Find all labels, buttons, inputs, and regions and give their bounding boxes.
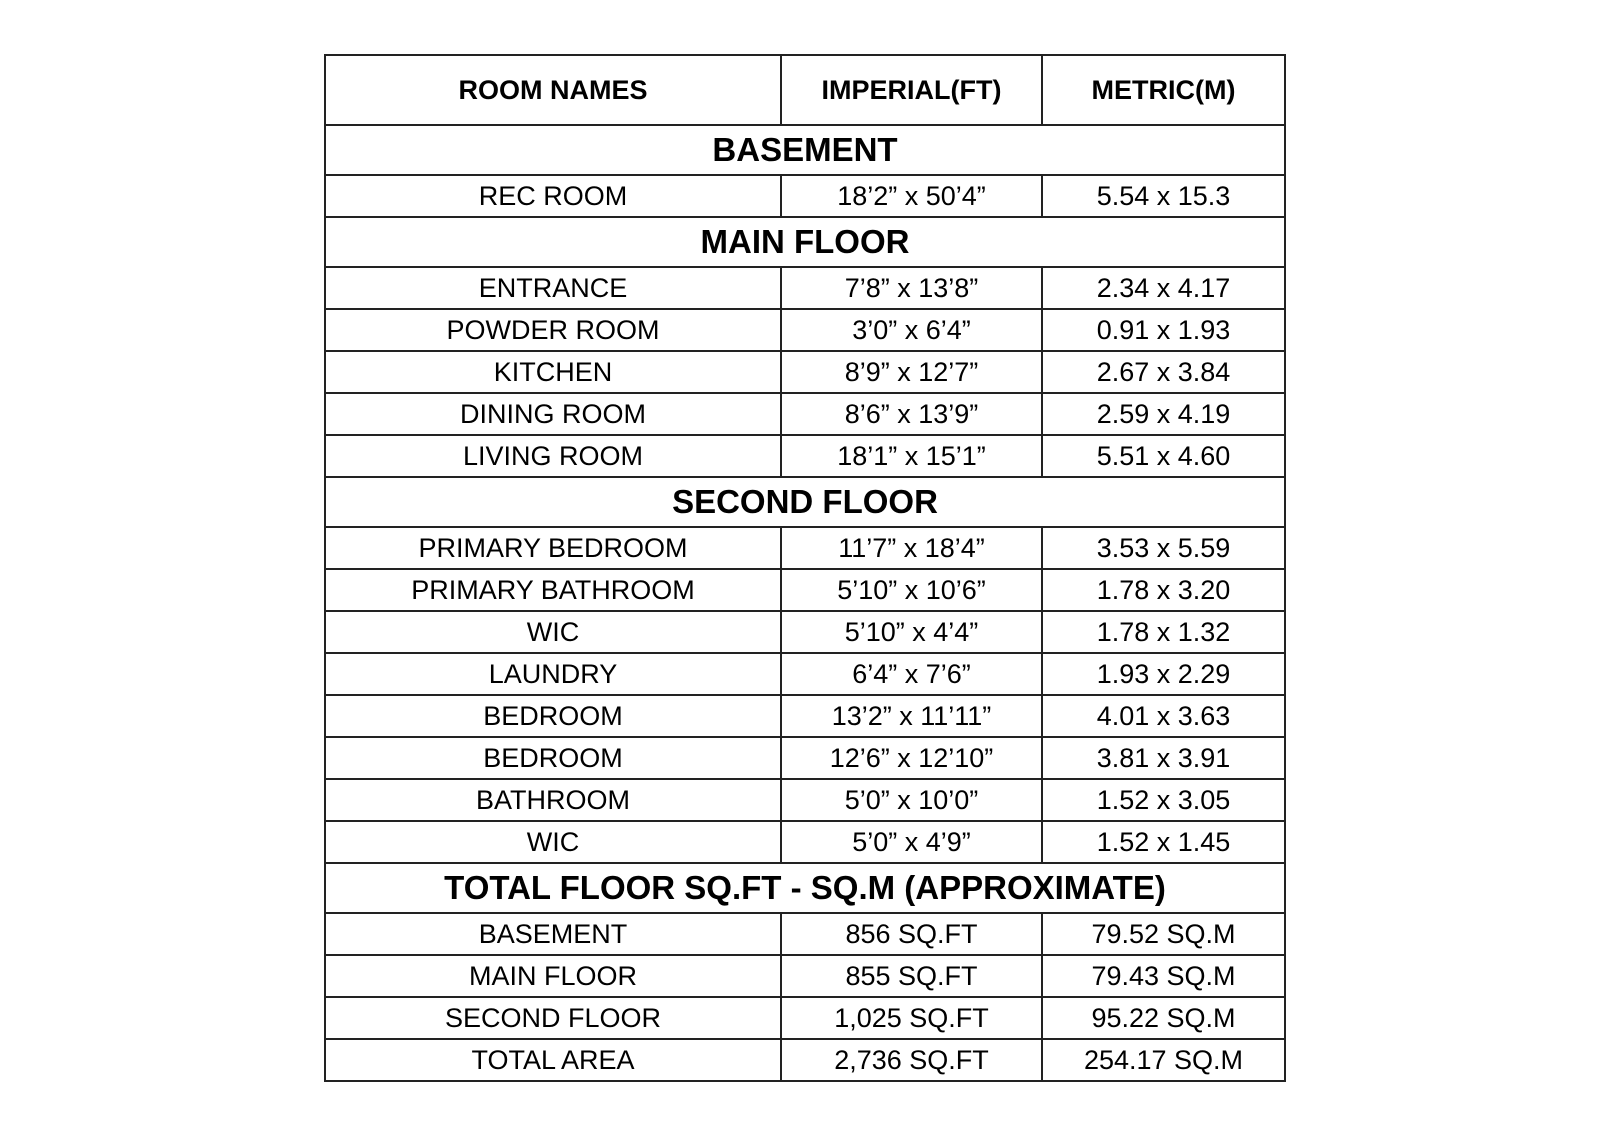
imperial-value: 13’2” x 11’11” <box>781 695 1042 737</box>
section-title: BASEMENT <box>325 125 1285 175</box>
imperial-value: 18’2” x 50’4” <box>781 175 1042 217</box>
header-imperial: IMPERIAL(FT) <box>781 55 1042 125</box>
header-room-names: ROOM NAMES <box>325 55 781 125</box>
imperial-area: 856 SQ.FT <box>781 913 1042 955</box>
imperial-area: 855 SQ.FT <box>781 955 1042 997</box>
table-row <box>325 569 1285 611</box>
room-name: PRIMARY BATHROOM <box>325 569 781 611</box>
table-row <box>325 821 1285 863</box>
room-name: BEDROOM <box>325 695 781 737</box>
section-title: SECOND FLOOR <box>325 477 1285 527</box>
header-row <box>325 55 1285 125</box>
section-main-floor <box>325 217 1285 267</box>
room-name: BATHROOM <box>325 779 781 821</box>
imperial-value: 8’6” x 13’9” <box>781 393 1042 435</box>
imperial-value: 18’1” x 15’1” <box>781 435 1042 477</box>
imperial-value: 7’8” x 13’8” <box>781 267 1042 309</box>
room-name: LIVING ROOM <box>325 435 781 477</box>
metric-value: 3.53 x 5.59 <box>1042 527 1285 569</box>
imperial-value: 5’0” x 4’9” <box>781 821 1042 863</box>
metric-value: 1.78 x 1.32 <box>1042 611 1285 653</box>
metric-value: 1.78 x 3.20 <box>1042 569 1285 611</box>
floor-name: MAIN FLOOR <box>325 955 781 997</box>
room-name: WIC <box>325 611 781 653</box>
metric-value: 1.93 x 2.29 <box>1042 653 1285 695</box>
room-name: KITCHEN <box>325 351 781 393</box>
table-row <box>325 653 1285 695</box>
table-row <box>325 1039 1285 1081</box>
metric-value: 2.34 x 4.17 <box>1042 267 1285 309</box>
section-totals <box>325 863 1285 913</box>
metric-value: 5.54 x 15.3 <box>1042 175 1285 217</box>
room-name: DINING ROOM <box>325 393 781 435</box>
section-basement <box>325 125 1285 175</box>
room-name: PRIMARY BEDROOM <box>325 527 781 569</box>
metric-area: 79.52 SQ.M <box>1042 913 1285 955</box>
table-row <box>325 955 1285 997</box>
room-name: WIC <box>325 821 781 863</box>
imperial-value: 5’0” x 10’0” <box>781 779 1042 821</box>
metric-value: 1.52 x 3.05 <box>1042 779 1285 821</box>
metric-value: 5.51 x 4.60 <box>1042 435 1285 477</box>
imperial-value: 11’7” x 18’4” <box>781 527 1042 569</box>
header-metric: METRIC(M) <box>1042 55 1285 125</box>
floor-name: BASEMENT <box>325 913 781 955</box>
table-row <box>325 175 1285 217</box>
table-row <box>325 351 1285 393</box>
imperial-value: 6’4” x 7’6” <box>781 653 1042 695</box>
metric-value: 0.91 x 1.93 <box>1042 309 1285 351</box>
imperial-value: 12’6” x 12’10” <box>781 737 1042 779</box>
metric-area: 254.17 SQ.M <box>1042 1039 1285 1081</box>
room-dimensions-table <box>324 54 1286 1082</box>
table-row <box>325 997 1285 1039</box>
floor-name: TOTAL AREA <box>325 1039 781 1081</box>
metric-value: 4.01 x 3.63 <box>1042 695 1285 737</box>
section-title: MAIN FLOOR <box>325 217 1285 267</box>
metric-value: 2.59 x 4.19 <box>1042 393 1285 435</box>
table-row <box>325 611 1285 653</box>
metric-value: 2.67 x 3.84 <box>1042 351 1285 393</box>
table-row <box>325 309 1285 351</box>
section-second-floor <box>325 477 1285 527</box>
imperial-area: 2,736 SQ.FT <box>781 1039 1042 1081</box>
room-name: REC ROOM <box>325 175 781 217</box>
table-row <box>325 527 1285 569</box>
room-name: ENTRANCE <box>325 267 781 309</box>
table-row <box>325 435 1285 477</box>
room-name: POWDER ROOM <box>325 309 781 351</box>
floor-name: SECOND FLOOR <box>325 997 781 1039</box>
imperial-value: 8’9” x 12’7” <box>781 351 1042 393</box>
table-row <box>325 393 1285 435</box>
metric-area: 79.43 SQ.M <box>1042 955 1285 997</box>
imperial-value: 3’0” x 6’4” <box>781 309 1042 351</box>
imperial-value: 5’10” x 10’6” <box>781 569 1042 611</box>
imperial-value: 5’10” x 4’4” <box>781 611 1042 653</box>
section-title: TOTAL FLOOR SQ.FT - SQ.M (APPROXIMATE) <box>325 863 1285 913</box>
table-row <box>325 737 1285 779</box>
room-name: BEDROOM <box>325 737 781 779</box>
table-row <box>325 779 1285 821</box>
room-name: LAUNDRY <box>325 653 781 695</box>
imperial-area: 1,025 SQ.FT <box>781 997 1042 1039</box>
metric-area: 95.22 SQ.M <box>1042 997 1285 1039</box>
metric-value: 1.52 x 1.45 <box>1042 821 1285 863</box>
table-row <box>325 267 1285 309</box>
table-row <box>325 695 1285 737</box>
table-row <box>325 913 1285 955</box>
metric-value: 3.81 x 3.91 <box>1042 737 1285 779</box>
